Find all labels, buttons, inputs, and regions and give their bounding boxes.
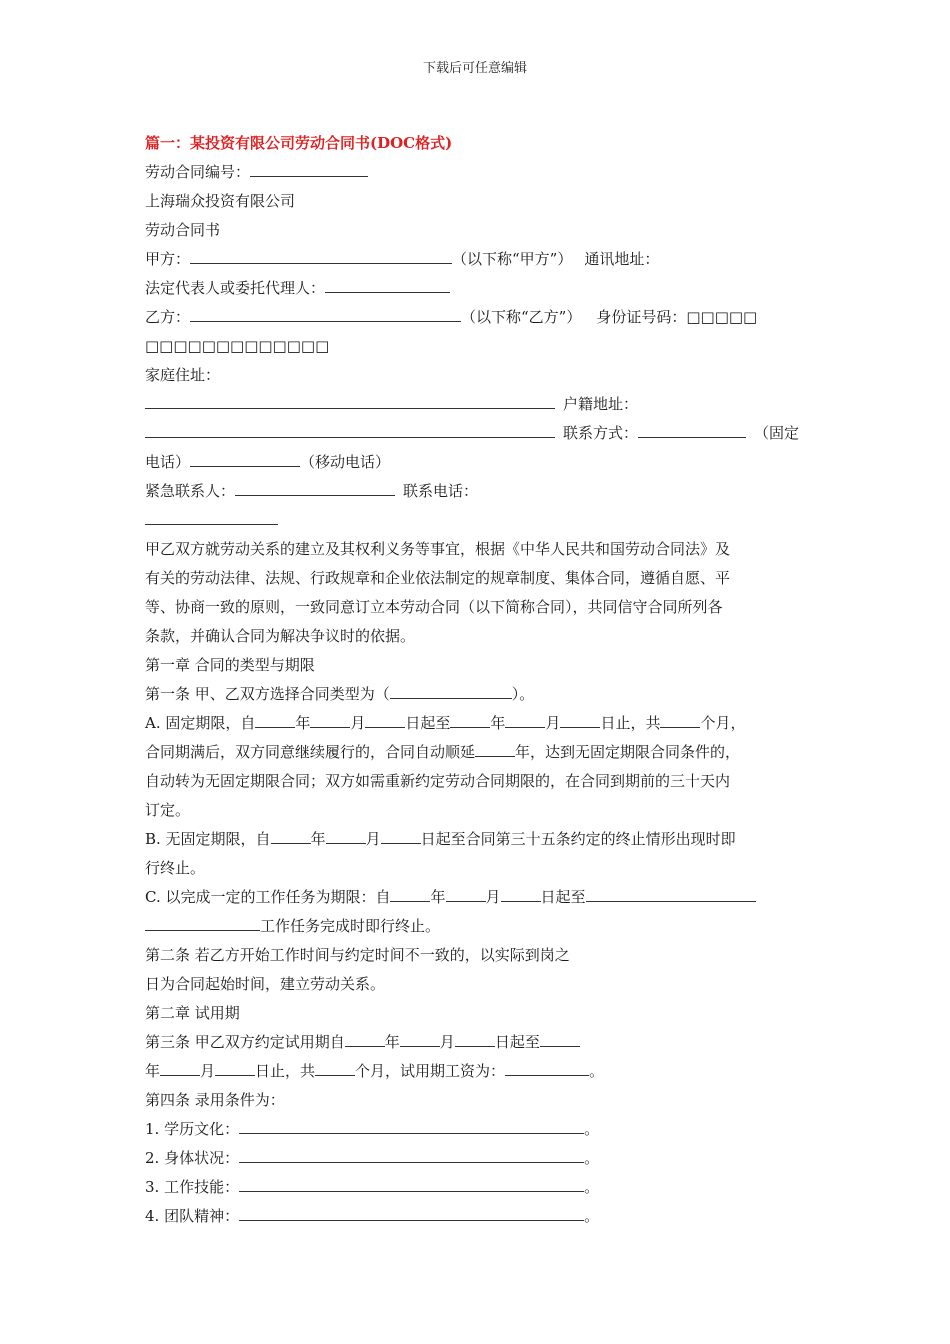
article-3-line-2: 年 月 日止，共 个月，试用期工资为： 。 [145, 1057, 810, 1086]
article-1-line: 第一条 甲、乙双方选择合同类型为（ ）。 [145, 680, 810, 709]
contact-line: 联系方式： （固定 [145, 419, 810, 448]
emergency-line: 紧急联系人： 联系电话： [145, 477, 810, 506]
clause-b-line-2: 行终止。 [145, 859, 206, 877]
id-boxes-line: □□□□□□□□□□□□□ [145, 337, 330, 355]
contract-document [145, 129, 810, 1231]
clause-c-line-2: 工作任务完成时即行终止。 [145, 912, 810, 941]
huji-line: 户籍地址： [145, 390, 810, 419]
contract-number-line: 劳动合同编号： [145, 158, 810, 187]
article-3-line-1: 第三条 甲乙双方约定试用期自 年 月 日起至 [145, 1028, 810, 1057]
page-header: 下载后可任意编辑 [422, 61, 527, 76]
clause-a-line-4: 订定。 [145, 801, 191, 819]
condition-item: 3. 工作技能： 。 [145, 1173, 810, 1202]
condition-item: 1. 学历文化： 。 [145, 1115, 810, 1144]
chapter-1-heading: 第一章 合同的类型与期限 [145, 656, 315, 674]
condition-item: 4. 团队精神： 。 [145, 1202, 810, 1231]
party-a-line: 甲方： （以下称“甲方”） 通讯地址： [145, 245, 810, 274]
party-b-line: 乙方： （以下称“乙方”） 身份证号码：□□□□□ [145, 303, 810, 332]
paragraph-line: 条款，并确认合同为解决争议时的依据。 [145, 627, 416, 645]
emergency-phone-blank [145, 506, 810, 535]
paragraph-line: 有关的劳动法律、法规、行政规章和企业依法制定的规章制度、集体合同，遵循自愿、平 [145, 569, 731, 587]
document-title: 篇一：某投资有限公司劳动合同书(DOC格式) [145, 134, 453, 152]
clause-a-line-2: 合同期满后，双方同意继续履行的，合同自动顺延 年，达到无固定期限合同条件的， [145, 738, 810, 767]
home-address-label: 家庭住址： [145, 366, 221, 384]
chapter-2-heading: 第二章 试用期 [145, 1004, 240, 1022]
company-name: 上海瑞众投资有限公司 [145, 192, 296, 210]
clause-a-line-1: A. 固定期限，自 年 月 日起至 年 月 日止，共 个月， [145, 709, 810, 738]
legal-rep-line: 法定代表人或委托代理人： [145, 274, 810, 303]
clause-b-line-1: B. 无固定期限，自 年 月 日起至合同第三十五条约定的终止情形出现时即 [145, 825, 810, 854]
clause-c-line-1: C. 以完成一定的工作任务为期限：自 年 月 日起至 [145, 883, 810, 912]
condition-item: 2. 身体状况： 。 [145, 1144, 810, 1173]
article-2-line-2: 日为合同起始时间，建立劳动关系。 [145, 975, 386, 993]
article-4-line: 第四条 录用条件为： [145, 1091, 285, 1109]
article-2-line-1: 第二条 若乙方开始工作时间与约定时间不一致的，以实际到岗之 [145, 946, 570, 964]
contract-name: 劳动合同书 [145, 221, 221, 239]
phone-line: 电话） （移动电话） [145, 448, 810, 477]
paragraph-line: 甲乙双方就劳动关系的建立及其权利义务等事宜，根据《中华人民共和国劳动合同法》及 [145, 540, 731, 558]
clause-a-line-3: 自动转为无固定期限合同；双方如需重新约定劳动合同期限的，在合同到期前的三十天内 [145, 772, 731, 790]
paragraph-line: 等、协商一致的原则，一致同意订立本劳动合同（以下简称合同），共同信守合同所列各 [145, 598, 723, 616]
